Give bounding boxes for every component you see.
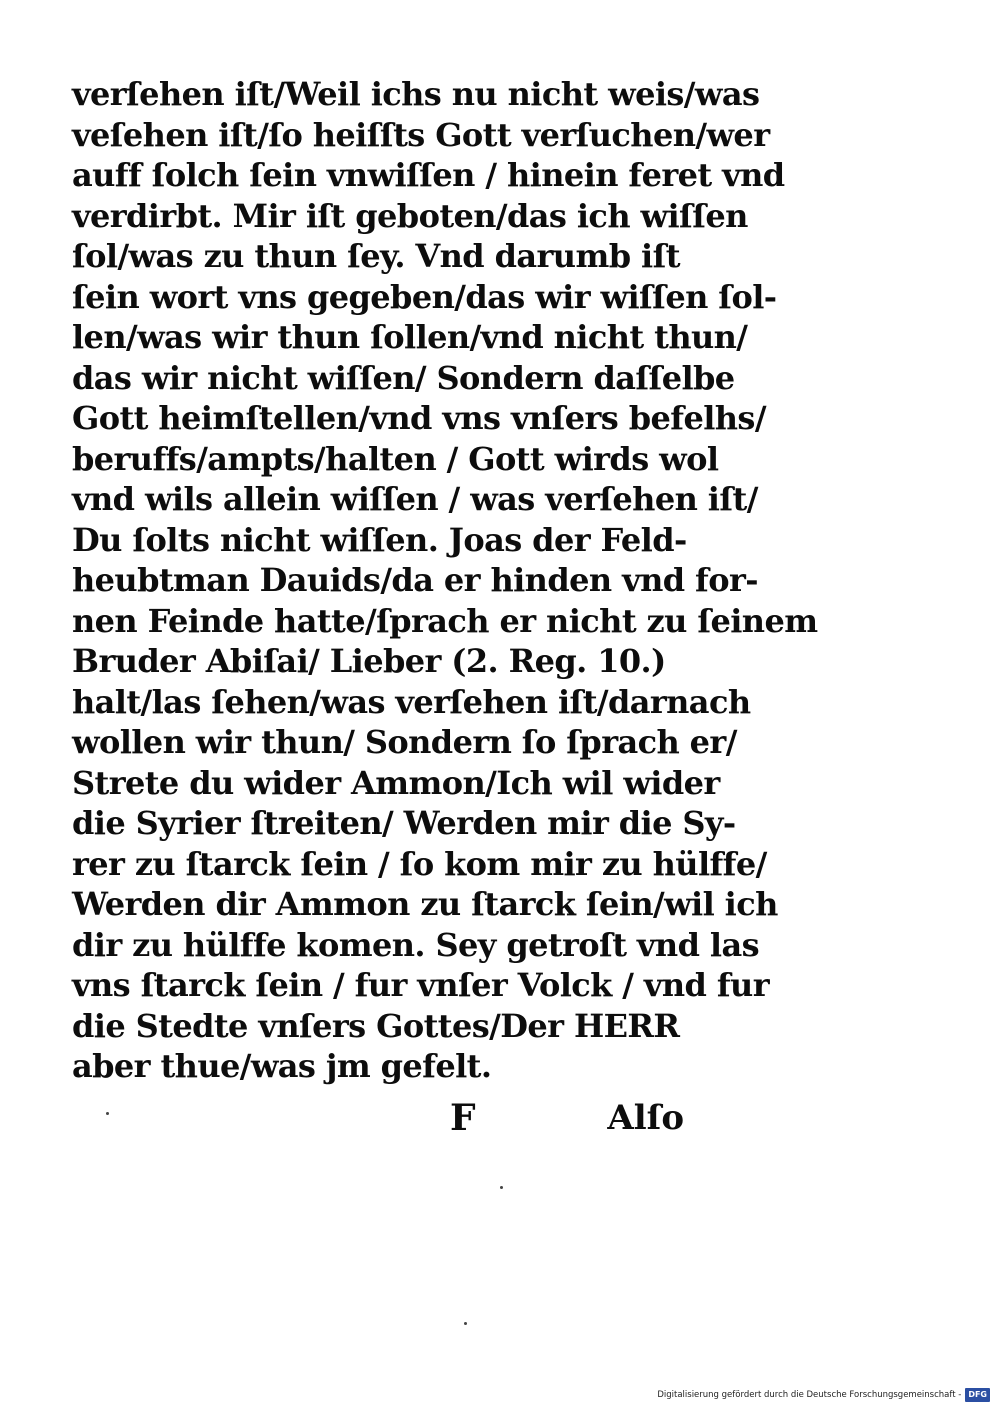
signature-mark: F [450, 1097, 476, 1139]
text-line: ſol/was zu thun ſey. Vnd darumb iſt [72, 237, 680, 275]
text-line: das wir nicht wiſſen/ Sondern daſſelbe [72, 358, 735, 397]
text-line: rer zu ſtarck ſein / ſo kom mir zu hülffe/ [72, 844, 767, 883]
text-line: veſehen iſt/ſo heiſſts Gott verſuchen/wer [72, 115, 770, 154]
text-line: len/was wir thun ſollen/vnd nicht thun/ [72, 318, 748, 356]
text-line: halt/las ſehen/was verſehen iſt/darnach [72, 682, 751, 721]
text-line: wollen wir thun/ Sondern ſo ſprach er/ [72, 723, 737, 761]
text-line: Du ſolts nicht wiſſen. Joas der Feld- [72, 520, 687, 559]
text-line: Werden dir Ammon zu ſtarck ſein/wil ich [72, 885, 778, 923]
text-line: beruffs/ampts/halten / Gott wirds wol [72, 439, 719, 478]
text-line: ſein wort vns gegeben/das wir wiſſen ſol- [72, 277, 777, 316]
text-line: vnd wils allein wiſſen / was verſehen iſt/ [72, 480, 758, 518]
text-line: nen Feinde hatte/ſprach er nicht zu ſeinem [72, 601, 818, 640]
text-line: aber thue/was jm gefelt. [72, 1047, 492, 1085]
text-line: Bruder Abiſai/ Lieber (2. Reg. 10.) [72, 642, 666, 680]
credit-text: Digitalisierung gefördert durch die Deutsche Forschungsgemeinschaft - [657, 1390, 962, 1400]
scan-speck [464, 1322, 467, 1325]
text-line: verſehen iſt/Weil ichs nu nicht weis/was [72, 75, 760, 113]
scan-speck [500, 1186, 503, 1189]
text-line: verdirbt. Mir iſt geboten/das ich wiſſen [72, 196, 748, 235]
text-line: die Stedte vnſers Gottes/Der HERR [72, 1006, 680, 1045]
text-line: Gott heimſtellen/vnd vns vnſers befelhs/ [72, 399, 766, 437]
body-text [72, 74, 818, 1087]
text-line: auff ſolch ſein vnwiſſen / hinein feret vnd [72, 156, 785, 194]
text-line: dir zu hülffe komen. Sey getroſt vnd las [72, 925, 760, 964]
text-line: Strete du wider Ammon/Ich wil wider [72, 763, 720, 802]
text-line: heubtman Dauids/da er hinden vnd for- [72, 561, 758, 599]
digitization-credit [657, 1388, 990, 1402]
text-line: die Syrier ſtreiten/ Werden mir die Sy- [72, 804, 736, 842]
scan-speck [106, 1112, 109, 1115]
dfg-logo: DFG [965, 1388, 990, 1402]
page-foot-row [72, 1094, 684, 1142]
catchword: Alſo [607, 1098, 684, 1138]
text-line: vns ſtarck ſein / fur vnſer Volck / vnd fur [72, 966, 769, 1004]
